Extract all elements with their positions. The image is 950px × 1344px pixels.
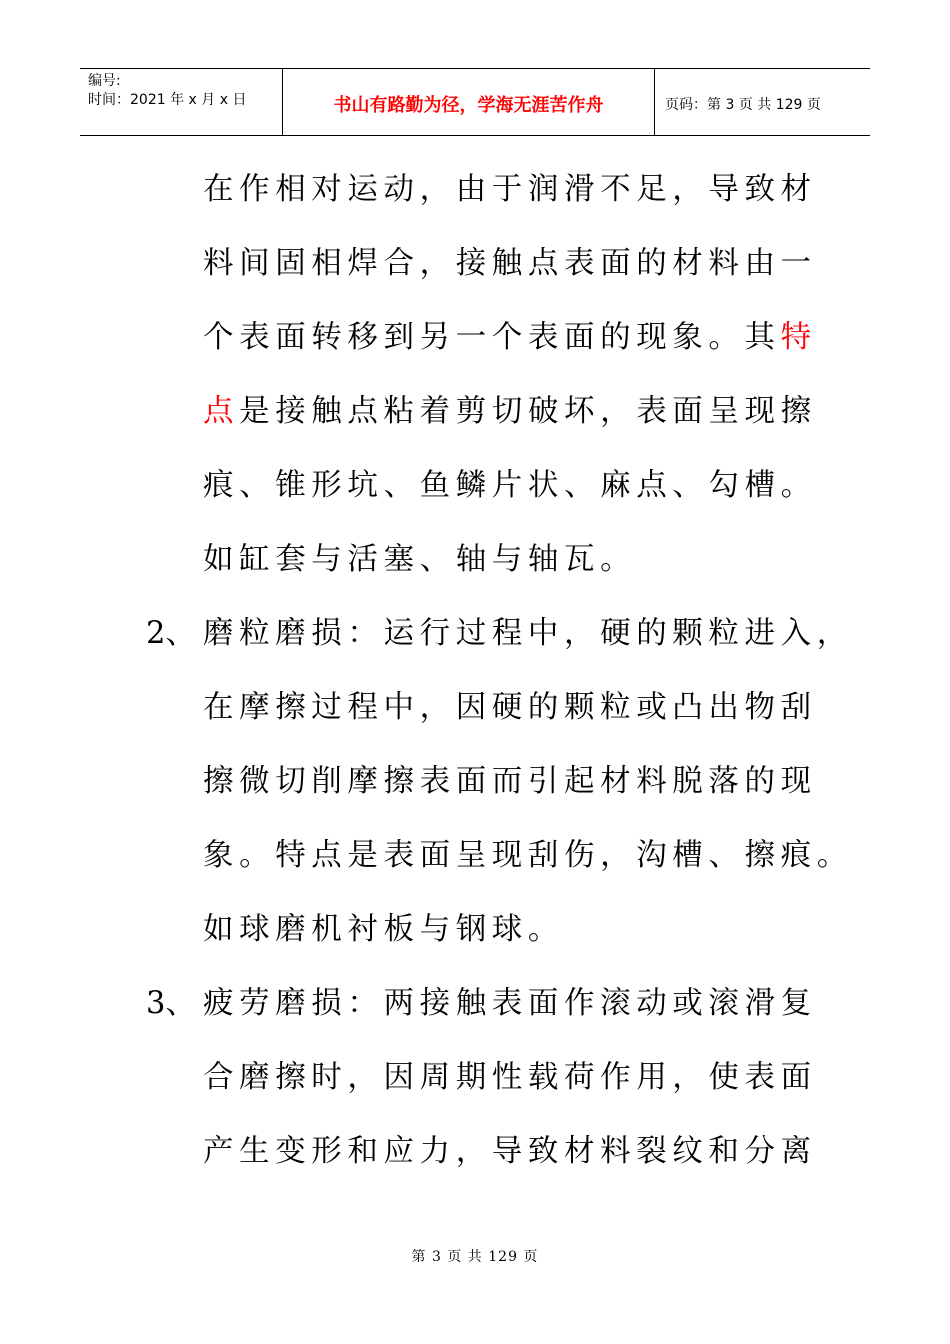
highlight-te: 特	[780, 320, 817, 355]
body-line-1: 在作相对运动，由于润滑不足，导致材	[203, 172, 817, 207]
item-number-3: 3、	[146, 986, 196, 1021]
header-meta	[80, 69, 283, 135]
body-line-3-text: 个表面转移到另一个表面的现象。其	[203, 320, 781, 355]
body-line-8: 在摩擦过程中，因硬的颗粒或凸出物刮	[203, 690, 817, 725]
body-line-9: 擦微切削摩擦表面而引起材料脱落的现	[203, 764, 817, 799]
body-line-13: 合磨擦时，因周期性载荷作用，使表面	[203, 1060, 817, 1095]
document-number-label: 编号:	[88, 73, 121, 89]
body-line-14: 产生变形和应力，导致材料裂纹和分离	[203, 1134, 817, 1169]
body-line-4-text: 是接触点粘着剪切破坏，表面呈现擦	[239, 394, 817, 429]
body-line-10: 象。特点是表面呈现刮伤，沟槽、擦痕。	[203, 838, 853, 873]
item-number-2: 2、	[146, 616, 196, 651]
highlight-dian: 点	[203, 394, 240, 429]
body-line-3	[203, 320, 817, 356]
page-footer: 第 3 页 共 129 页	[411, 1249, 539, 1265]
body-line-4	[203, 394, 817, 430]
body-line-5: 痕、锥形坑、鱼鳞片状、麻点、勾槽。	[203, 468, 817, 503]
document-date: 时间：2021 年 x 月 x 日	[88, 92, 247, 108]
body-line-7: 磨粒磨损：运行过程中，硬的颗粒进入，	[203, 616, 853, 651]
body-line-12: 疲劳磨损：两接触表面作滚动或滚滑复	[203, 986, 817, 1021]
header-page-info: 页码：第 3 页 共 129 页	[665, 97, 821, 113]
body-line-2: 料间固相焊合，接触点表面的材料由一	[203, 246, 817, 281]
page-header	[80, 68, 870, 136]
body-line-11: 如球磨机衬板与钢球。	[203, 912, 564, 947]
header-motto: 书山有路勤为径，学海无涯苦作舟	[283, 69, 655, 135]
body-line-6: 如缸套与活塞、轴与轴瓦。	[203, 542, 637, 577]
